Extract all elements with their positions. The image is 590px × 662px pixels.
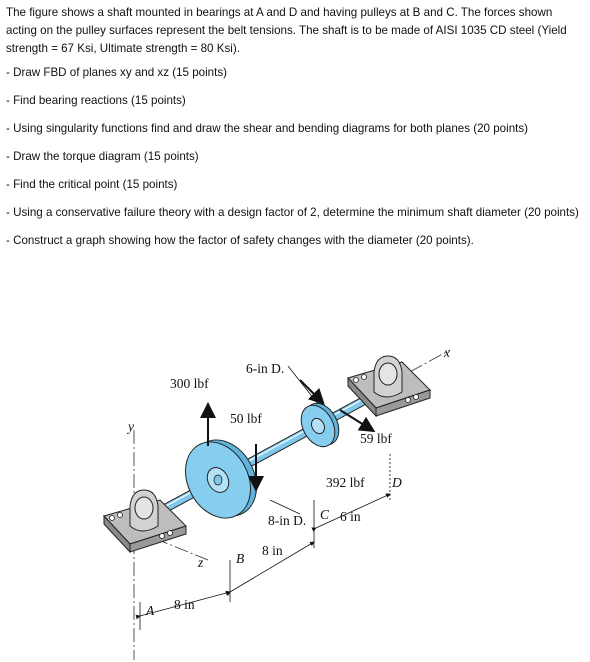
problem-statement <box>6 4 586 250</box>
pulley-c-dia-leader <box>288 366 318 404</box>
task-item-fbd: - Draw FBD of planes xy and xz (15 points) <box>6 66 228 79</box>
task-item-min-diameter: - Using a conservative failure theory with a design factor of 2, determine the minimum shaft diameter (20 points) <box>6 206 579 219</box>
label-392-lbf: 392 lbf <box>326 475 365 490</box>
force-392-arrow <box>300 380 322 402</box>
label-point-a: A <box>146 603 155 618</box>
force-59-arrow <box>340 410 372 430</box>
label-axis-z: z <box>198 555 204 570</box>
task-item-reactions: - Find bearing reactions (15 points) <box>6 94 186 107</box>
task-item-shear-bending: - Using singularity functions find and draw the shear and bending diagrams for both planes (20 points) <box>6 122 529 135</box>
task-item-torque: - Draw the torque diagram (15 points) <box>6 150 199 163</box>
pulley-b <box>173 429 270 530</box>
pulley-b-dia-leader <box>270 500 300 514</box>
shaft-highlight <box>142 390 380 519</box>
shaft-figure <box>90 330 460 660</box>
label-8in-d: 8-in D. <box>268 513 307 528</box>
label-axis-x: x <box>444 345 450 360</box>
label-300-lbf: 300 lbf <box>170 376 209 391</box>
label-59-lbf: 59 lbf <box>360 431 392 446</box>
problem-intro: The figure shows a shaft mounted in bearings at A and D and having pulleys at B and C. The forces shown acting on the pulley surfaces represent the belt tensions. The shaft is to be made of AISI 1035 CD steel (Yield strength = 67 Ksi, Ultimate strength = 80 Ksi). <box>6 6 567 55</box>
label-dim-ab: 8 in <box>174 597 195 612</box>
label-6in-d: 6-in D. <box>246 361 285 376</box>
label-point-d: D <box>392 475 402 490</box>
label-50-lbf: 50 lbf <box>230 411 262 426</box>
label-point-b: B <box>236 551 245 566</box>
task-item-fos-graph: - Construct a graph showing how the factor of safety changes with the diameter (20 points). <box>6 234 474 247</box>
task-item-critical-point: - Find the critical point (15 points) <box>6 178 178 191</box>
label-axis-y: y <box>128 419 134 434</box>
pulley-c <box>294 398 345 453</box>
label-point-c: C <box>320 507 330 522</box>
label-dim-cd: 6 in <box>340 509 361 524</box>
label-dim-bc: 8 in <box>262 543 283 558</box>
